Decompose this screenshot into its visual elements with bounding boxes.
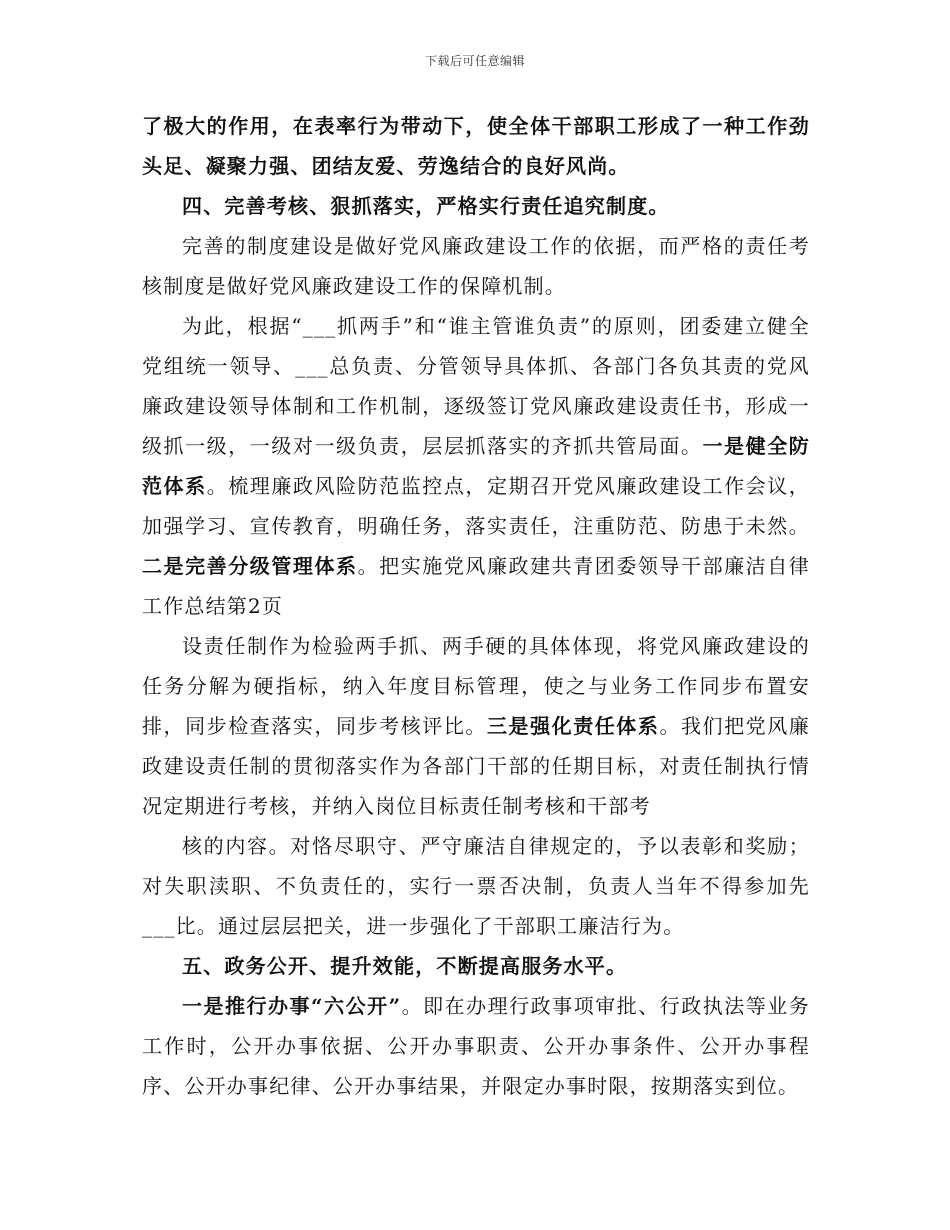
paragraph-4-text-2: 。梳理廉政风险防范监控点，定期召开党风廉政建设工作会议，加强学习、宣传教育，明确任务，落实责任，注重防范、防患于未然。 xyxy=(142,474,810,538)
paragraph-5-text-2: 。我们把党风廉政建设责任制的贯彻落实作为各部门干部的任期目标，对责任制执行情况定期进行考核，并纳入岗位目标责任制考核和干部考 xyxy=(142,714,810,818)
paragraph-5 xyxy=(142,626,810,826)
paragraph-3: 完善的制度建设是做好党风廉政建设工作的依据，而严格的责任考核制度是做好党风廉政建设工作的保障机制。 xyxy=(142,234,810,298)
paragraph-1: 了极大的作用，在表率行为带动下，使全体干部职工形成了一种工作劲头足、凝聚力强、团结友爱、劳逸结合的良好风尚。 xyxy=(142,114,810,178)
section-heading-4: 四、完善考核、狠抓落实，严格实行责任追究制度。 xyxy=(182,194,670,218)
section-heading-5: 五、政务公开、提升效能，不断提高服务水平。 xyxy=(182,954,628,978)
paragraph-4-text-3: 。把实施党风廉政建共青团委领导干部廉洁自律工作总结第2页 xyxy=(142,554,811,618)
paragraph-8 xyxy=(142,986,810,1106)
paragraph-5-bold-1: 三是强化责任体系 xyxy=(486,714,660,738)
paragraph-4-text-1: 为此，根据“___抓两手”和“谁主管谁负责”的原则，团委建立健全党组统一领导、___总负责、分管领导具体抓、各部门各负其责的党风廉政建设领导体制和工作机制，逐级签订党风廉政建设责任书，形成一级抓一级，一级对一级负责，层层抓落实的齐抓共管局面。 xyxy=(142,314,810,458)
paragraph-4-bold-1: 一是健全防范体系 xyxy=(142,434,811,498)
paragraph-5-text-1: 设责任制作为检验两手抓、两手硬的具体体现，将党风廉政建设的任务分解为硬指标，纳入年度目标管理，使之与业务工作同步布置安排，同步检查落实，同步考核评比。 xyxy=(142,634,810,738)
paragraph-8-text-1: 。即在办理行政事项审批、行政执法等业务工作时，公开办事依据、公开办事职责、公开办事条件、公开办事程序、公开办事纪律、公开办事结果，并限定办事时限，按期落实到位。 xyxy=(142,994,810,1098)
page-header: 下载后可任意编辑 xyxy=(424,54,525,68)
paragraph-4-bold-2: 二是完善分级管理体系 xyxy=(142,554,358,578)
paragraph-6: 核的内容。对恪尽职守、严守廉洁自律规定的，予以表彰和奖励；对失职渎职、不负责任的，实行一票否决制，负责人当年不得参加先___比。通过层层把关，进一步强化了干部职工廉洁行为。 xyxy=(142,834,810,938)
paragraph-4 xyxy=(142,306,810,626)
paragraph-8-bold-1: 一是推行办事“六公开” xyxy=(182,994,402,1018)
document-body xyxy=(142,106,810,1106)
